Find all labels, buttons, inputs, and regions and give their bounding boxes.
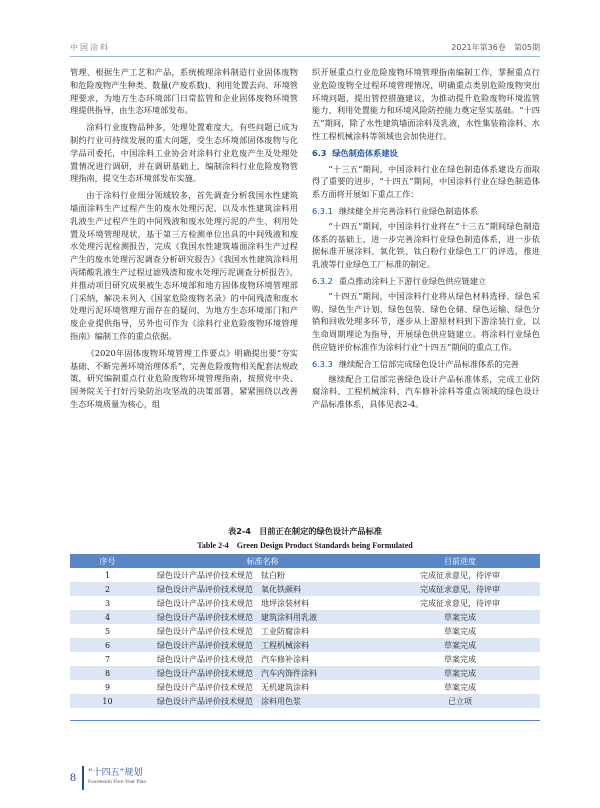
header-cell: 序号 [70,554,145,568]
subsection-title: 继续健全并完善涂料行业绿色制造体系 [338,205,479,216]
table-caption-zh: 表2-4 目前正在制定的绿色设计产品标准 [228,526,382,536]
table-bottom-rule [70,720,540,721]
row-number: 9 [104,682,111,692]
section-heading-6-3 [312,147,540,160]
table-row [70,624,540,638]
section-number: 6.3 [312,147,327,158]
footer-section-zh: “十四五”规划 [88,768,143,778]
subsection-title: 继续配合工信部完成绿色设计产品标准体系的完善 [338,358,519,369]
progress-status: 完成征求意见，待评审 [420,598,500,608]
progress-status: 草案完成 [380,610,540,624]
row-number: 3 [104,598,111,608]
left-column [70,66,298,415]
table-row [70,610,540,624]
paragraph: 《2020年固体废物环境管理工作要点》明确提出要“夯实基础、不断完善环境治理体系”，完善危险废物相关配套法规政策，研究编制重点行业危险废物环境管理指南，按照党中央、国务院关于打好污染防治攻坚战的决策部署，紧紧围绕以改善生态环境质量为核心，组 [70,347,298,409]
table-caption-en: Table 2-4 Green Design Product Standards being Formulated [197,541,413,550]
table-row [70,666,540,680]
row-number: 7 [104,654,111,664]
progress-status: 完成征求意见，待评审 [420,570,500,580]
subsection-number: 6.3.3 [312,358,333,369]
row-number: 8 [70,666,145,680]
standard-name: 绿色设计产品评价技术规范 汽车修补涂料 [157,654,309,664]
progress-status: 草案完成 [444,682,476,692]
progress-status: 草案完成 [380,638,540,652]
subsection-number: 6.3.2 [312,275,333,286]
standard-name: 绿色设计产品评价技术规范 地坪涂装材料 [157,598,309,608]
progress-status: 草案完成 [444,654,476,664]
paragraph: “十四五”期间，中国涂料行业将从绿色材料选择、绿色采购、绿色生产计划、绿色包装、绿色仓储、绿色运输、绿色分销和回收处理多环节，逐步从上游原材料到下游涂装行业，以生命周期理论为指导，开展绿色供应链建立。将涂料行业绿色供应链评价标准作为涂料行业“十四五”期间的重点工作。 [312,290,540,352]
standard-name: 绿色设计产品评价技术规范 建筑涂料用乳液 [145,610,380,624]
row-number: 6 [70,638,145,652]
standard-name: 绿色设计产品评价技术规范 无机建筑涂料 [157,682,309,692]
subsection-heading-6-3-1 [312,205,540,218]
paragraph: 管理、根据生产工艺和产品，系统梳理涂料制造行业固体废物和危险废物产生种类、数量(产废系数)、利用处置去向、环境管理要求，为地方生态环境部门日常监管和企业固体废物环境管理提供指导，由生态环境部发布。 [70,67,298,116]
header-cell: 标准名称 [145,554,380,568]
standard-name: 绿色设计产品评价技术规范 涂料用色浆 [145,694,380,708]
row-number: 2 [70,582,145,596]
paragraph: 织开展重点行业危险废物环境管理指南编制工作，掌握重点行业危险废物全过程环境管理情况，明确重点类别危险废物突出环境问题，提出管控措施建议，为推动提升危险废物环境监管能力、利用处置能力和环境风险防控能力奠定坚实基础。“十四五”期间，除了水性建筑墙面涂料及乳液，水性集装箱涂料、水性工程机械涂料等领域也会加快进行。 [312,67,540,141]
header-cell: 目前进度 [380,554,540,568]
page-header [0,0,600,60]
right-column [312,66,540,415]
table-row [70,596,540,610]
standard-name: 绿色设计产品评价技术规范 钛白粉 [157,570,285,580]
progress-status: 草案完成 [444,626,476,636]
issue-info: 2021年第36卷 第05期 [451,43,540,52]
table-row [70,582,540,596]
page-number: 8 [70,770,76,784]
subsection-heading-6-3-3 [312,358,540,371]
progress-status: 草案完成 [380,666,540,680]
table-header-row [70,554,540,568]
progress-status: 已立项 [380,694,540,708]
paragraph: 由于涂料行业细分领域较多，首先调查分析我国水性建筑墙面涂料生产过程产生的废水处理污泥，以及水性建筑涂料用乳液生产过程产生的中间残液和废水处理污泥的产生、利用处置及环境管理现状，基于第三方检测单位出具的中间残液和废水处理污泥检测报告，完成《我国水性建筑墙面涂料生产过程产生的废水处理污泥调查分析研究报告》《我国水性建筑涂料用丙烯酸乳液生产过程过滤残渣和废水处理污泥调查分析报告》，并推动项目研究成果被生态环境部和地方固体废物环境管理部门采纳，解决未列入《国家危险废物名录》的中间残渣和废水处理污泥环境管理方面存在的疑问，为地方生态环境部门和产废企业提供指导，另外也可作为《涂料行业危险废物环境管理指南》编制工作的重点依据。 [70,190,298,341]
standards-table [70,554,540,708]
table-row [70,652,540,666]
table-row [70,694,540,708]
table-row [70,638,540,652]
paragraph: 涂料行业废物品种多，处理处置难度大，有些问题已成为制约行业可持续发展的重大问题，受生态环境部固体废物与化学品司委托，中国涂料工业协会对涂料行业危废产生及处理处置情况进行调研，并在调研基础上，编制涂料行业危险废物管理指南，提交生态环境部发布实施。 [70,122,298,184]
paragraph: “十四五”期间，中国涂料行业将在“十三五”期间绿色制造体系的基础上，进一步完善涂料行业绿色制造体系，进一步依据标准开展涂料、氧化铁、钛白粉行业绿色工厂的评选，推进乳液等行业绿色工厂标准的制定。 [312,220,540,270]
section-title: 绿色制造体系建设 [332,147,398,158]
row-number: 5 [104,626,111,636]
standard-name: 绿色设计产品评价技术规范 汽车内饰件涂料 [145,666,380,680]
standard-name: 绿色设计产品评价技术规范 工程机械涂料 [145,638,380,652]
subsection-number: 6.3.1 [312,205,333,216]
footer-section-en: Fourteenth Five-Year Plan [88,779,147,785]
row-number: 1 [104,570,111,580]
header-rule [70,56,540,57]
row-number: 4 [70,610,145,624]
progress-status: 完成征求意见，待评审 [380,582,540,596]
subsection-heading-6-3-2 [312,275,540,288]
footer-divider [82,766,84,790]
table-row [70,568,540,582]
standard-name: 绿色设计产品评价技术规范 工业防腐涂料 [157,626,309,636]
standard-name: 绿色设计产品评价技术规范 氧化铁颜料 [145,582,380,596]
subsection-title: 重点推动涂料上下游行业绿色供应链建立 [338,275,487,286]
paragraph: “十三五”期间，中国涂料行业在绿色制造体系建设方面取得了重要的进步，“十四五”期间，中国涂料行业在绿色制造体系方面将开展如下重点工作： [312,163,540,200]
paragraph: 继续配合工信部完善绿色设计产品标准体系，完成工业防腐涂料、工程机械涂料、汽车修补涂料等重点领域的绿色设计产品标准体系，具体见表2-4。 [312,373,540,410]
journal-name: 中国涂料 [70,43,110,52]
table-row [70,680,540,694]
row-number: 10 [70,694,145,708]
